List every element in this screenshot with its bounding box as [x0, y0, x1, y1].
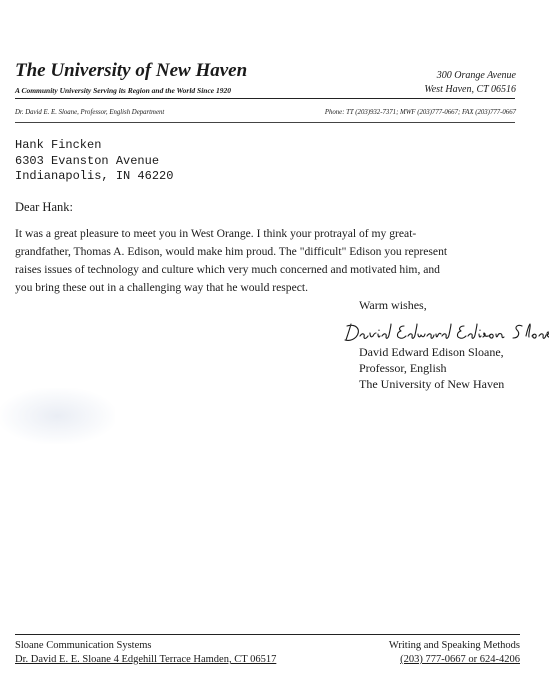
- letterhead-phone: Phone: TT (203)932-7371; MWF (203)777-0667; FAX (203)777-0667: [324, 109, 516, 116]
- footer-service: Writing and Speaking Methods: [388, 640, 520, 651]
- body-line: you bring these out in a challenging way that he would respect.: [15, 281, 308, 294]
- letterhead-sender: Dr. David E. E. Sloane, Professor, English Department: [15, 109, 165, 116]
- letterhead-title: The University of New Haven: [15, 60, 248, 81]
- letterhead-address-line1: 300 Orange Avenue: [436, 70, 516, 81]
- footer-company: Sloane Communication Systems: [15, 640, 152, 651]
- paper-smudge: [0, 388, 115, 444]
- footer-divider: [15, 634, 520, 635]
- body-line: raises issues of technology and culture which very much concerned and motivated him, and: [15, 263, 440, 276]
- letterhead-subdivider: [15, 122, 515, 123]
- recipient-street: 6303 Evanston Avenue: [15, 154, 160, 168]
- signer-institution: The University of New Haven: [359, 377, 505, 391]
- letterhead-address-line2: West Haven, CT 06516: [424, 84, 516, 95]
- footer-address: Dr. David E. E. Sloane 4 Edgehill Terrace Hamden, CT 06517: [15, 654, 277, 665]
- valediction: Warm wishes,: [359, 298, 427, 312]
- recipient-name: Hank Fincken: [15, 138, 102, 152]
- letter-body: [15, 225, 523, 297]
- body-line: grandfather, Thomas A. Edison, would make him proud. The "difficult" Edison you represent: [15, 245, 448, 258]
- body-line: It was a great pleasure to meet you in West Orange. I think your protrayal of my great-: [15, 227, 417, 240]
- signer-name: David Edward Edison Sloane,: [359, 345, 504, 359]
- letterhead-tagline: A Community University Serving its Region and the World Since 1920: [15, 86, 232, 95]
- footer-phone: (203) 777-0667 or 624-4206: [400, 654, 520, 665]
- handwritten-signature: [342, 318, 549, 348]
- recipient-city: Indianapolis, IN 46220: [15, 169, 174, 183]
- salutation: Dear Hank:: [15, 200, 73, 214]
- signer-title: Professor, English: [359, 361, 447, 375]
- letterhead-divider: [15, 98, 515, 99]
